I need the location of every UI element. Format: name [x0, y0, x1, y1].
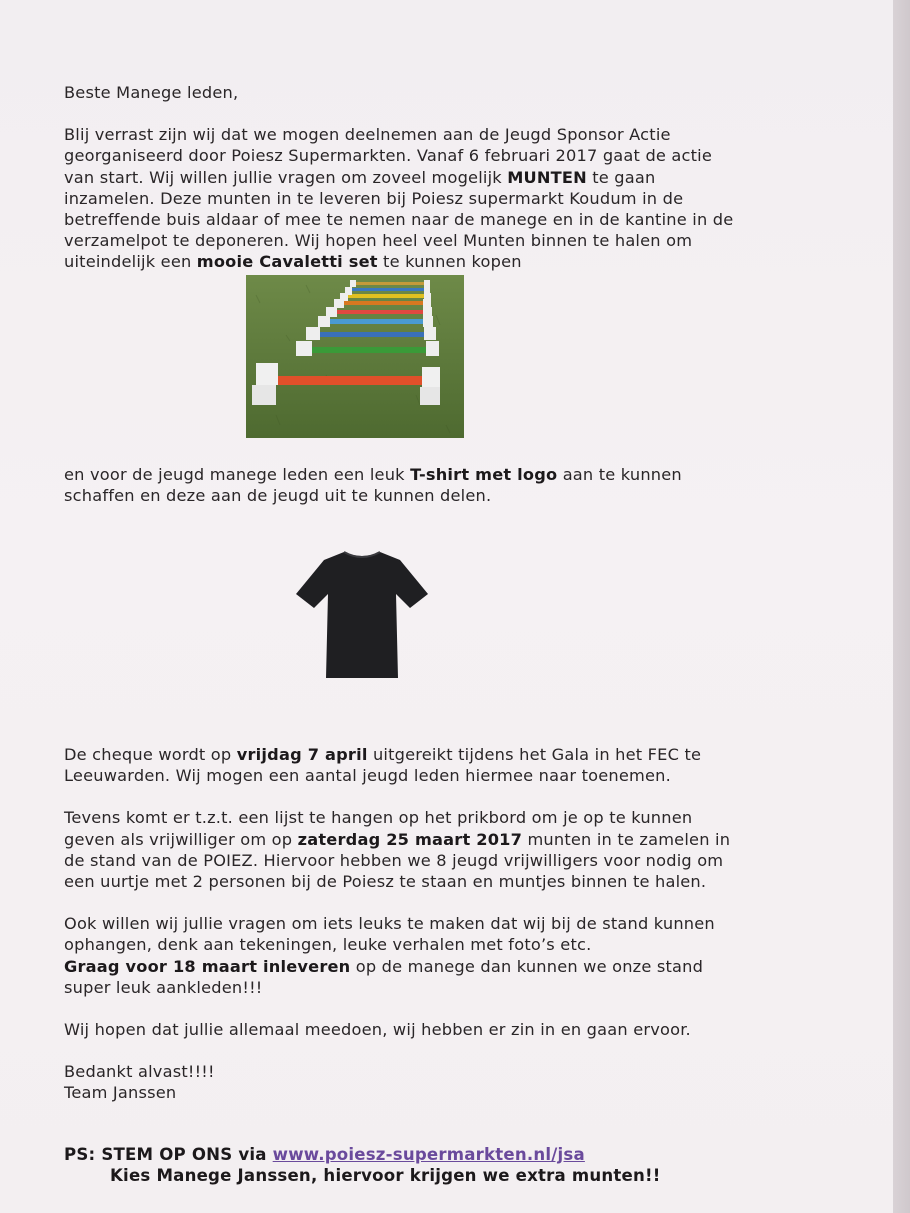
tshirt-line-2: schaffen en deze aan de jeugd uit te kunnen delen.	[64, 485, 492, 505]
deadline-emphasis: Graag voor 18 maart inleveren	[64, 956, 351, 976]
cheque-date-emphasis: vrijdag 7 april	[236, 745, 368, 765]
ps-line-1: PS: STEM OP ONS via www.poiesz-supermarkten.nl/jsa	[64, 1144, 585, 1164]
volunteers-line-2: geven als vrijwilliger om op zaterdag 25 maart 2017 munten in te zamelen in	[64, 829, 731, 849]
crafts-line-1: Ook willen wij jullie vragen om iets leuks te maken dat wij bij de stand kunnen	[64, 914, 715, 934]
paragraph-volunteers	[64, 807, 784, 892]
paragraph-crafts	[64, 913, 784, 998]
crafts-line-3: Graag voor 18 maart inleveren op de manege dan kunnen we onze stand	[64, 956, 704, 976]
intro-line-4: inzamelen. Deze munten in te leveren bij Poiesz supermarkt Koudum in de	[64, 188, 684, 208]
tshirt-emphasis: T-shirt met logo	[410, 464, 558, 484]
black-tshirt-picture	[294, 546, 430, 680]
paragraph-tshirt	[64, 464, 784, 506]
intro-line-1: Blij verrast zijn wij dat we mogen deelnemen aan de Jeugd Sponsor Actie	[64, 125, 671, 145]
intro-line-3: van start. Wij willen jullie vragen om zoveel mogelijk MUNTEN te gaan	[64, 167, 656, 187]
postscript	[64, 1144, 784, 1186]
intro-line-6: verzamelpot te deponeren. Wij hopen heel veel Munten binnen te halen om	[64, 231, 693, 251]
tshirt-line-1: en voor de jeugd manege leden een leuk T-shirt met logo aan te kunnen	[64, 464, 682, 484]
paper-edge	[893, 0, 910, 1213]
closing-signature: Team Janssen	[64, 1083, 177, 1103]
crafts-line-4: super leuk aankleden!!!	[64, 977, 263, 997]
intro-line-2: georganiseerd door Poiesz Supermarkten. Vanaf 6 februari 2017 gaat de actie	[64, 146, 713, 166]
paragraph-cheque	[64, 744, 784, 786]
munten-emphasis: MUNTEN	[507, 167, 587, 187]
volunteer-date-emphasis: zaterdag 25 maart 2017	[297, 829, 523, 849]
closing-thanks: Bedankt alvast!!!!	[64, 1062, 215, 1082]
volunteers-line-4: een uurtje met 2 personen bij de Poiesz te staan en muntjes binnen te halen.	[64, 872, 707, 892]
cavaletti-set-photo	[246, 275, 464, 438]
intro-line-5: betreffende buis aldaar of mee te nemen naar de manege en in de kantine in de	[64, 210, 734, 230]
cavaletti-emphasis: mooie Cavaletti set	[196, 252, 378, 272]
cheque-line-1: De cheque wordt op vrijdag 7 april uitgereikt tijdens het Gala in het FEC te	[64, 745, 702, 765]
cheque-line-2: Leeuwarden. Wij mogen een aantal jeugd leden hiermee naar toenemen.	[64, 766, 671, 786]
greeting: Beste Manege leden,	[64, 83, 239, 102]
vote-link[interactable]: www.poiesz-supermarkten.nl/jsa	[272, 1144, 585, 1164]
volunteers-line-3: de stand van de POIEZ. Hiervoor hebben we 8 jeugd vrijwilligers voor nodig om	[64, 850, 724, 870]
paragraph-intro	[64, 124, 784, 272]
intro-line-7: uiteindelijk een mooie Cavaletti set te kunnen kopen	[64, 252, 522, 272]
ps-line-2: Kies Manege Janssen, hiervoor krijgen we extra munten!!	[110, 1165, 661, 1185]
letter-body	[64, 82, 784, 1186]
volunteers-line-1: Tevens komt er t.z.t. een lijst te hangen op het prikbord om je op te kunnen	[64, 808, 693, 828]
paragraph-hope: Wij hopen dat jullie allemaal meedoen, wij hebben er zin in en gaan ervoor.	[64, 1020, 691, 1040]
crafts-line-2: ophangen, denk aan tekeningen, leuke verhalen met foto’s etc.	[64, 935, 592, 955]
